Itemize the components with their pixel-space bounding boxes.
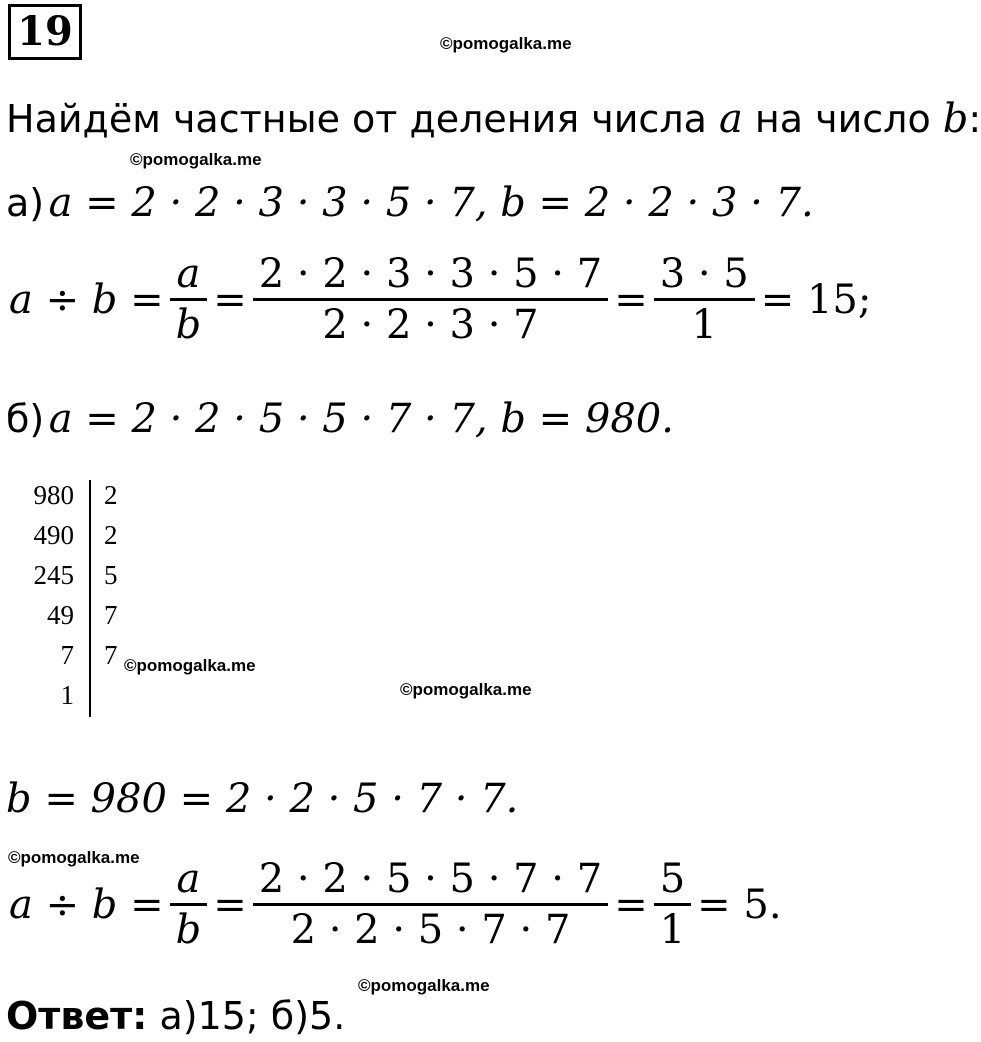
frac-denominator: b: [175, 907, 202, 953]
dividend-column: [0, 480, 74, 720]
dividend-value: 490: [33, 520, 74, 550]
part-a-result: = 15;: [760, 276, 872, 323]
watermark: ©pomogalka.me: [358, 976, 490, 995]
part-b-frac-factors: [253, 855, 608, 954]
intro-end: :: [968, 97, 981, 141]
watermark: ©pomogalka.me: [440, 34, 572, 53]
part-a-frac-factors: [253, 250, 608, 349]
divisor-value: 5: [104, 560, 118, 590]
part-a-equation: [6, 250, 874, 349]
frac-denominator: 1: [659, 907, 686, 953]
part-a-lhs: a ÷ b =: [9, 276, 164, 323]
frac-numerator: 2 · 2 · 3 · 3 · 5 · 7: [258, 251, 603, 297]
part-b-equation: [6, 855, 785, 954]
dividend-value: 245: [33, 560, 74, 590]
part-a-statement: [6, 180, 814, 226]
part-b-statement-text: a = 2 · 2 · 5 · 5 · 7 · 7, b = 980.: [48, 396, 674, 442]
frac-denominator: 2 · 2 · 5 · 7 · 7: [290, 907, 571, 953]
frac-numerator: a: [176, 251, 201, 297]
answer-label: Ответ:: [6, 994, 148, 1038]
watermark: ©pomogalka.me: [130, 150, 262, 169]
equals-sign: =: [614, 881, 648, 928]
part-a-frac-reduced: [654, 250, 755, 349]
part-b-label: б): [6, 397, 45, 441]
frac-denominator: b: [175, 302, 202, 348]
dividend-value: 7: [60, 640, 74, 670]
part-b-result: = 5.: [697, 881, 782, 928]
dividend-value: 1: [60, 680, 74, 710]
intro-mid: на число: [742, 97, 943, 141]
frac-denominator: 2 · 2 · 3 · 7: [322, 302, 539, 348]
problem-number: 19: [8, 4, 82, 60]
dividend-value: 49: [47, 600, 74, 630]
part-b-frac-reduced: [654, 855, 691, 954]
divisor-value: 7: [104, 600, 118, 630]
part-b-lhs: a ÷ b =: [9, 881, 164, 928]
divisor-value: 7: [104, 640, 118, 670]
divisor-column: [104, 480, 134, 720]
intro-var-b: b: [942, 96, 969, 142]
equals-sign: =: [213, 881, 247, 928]
part-b-frac-ab: [170, 855, 208, 954]
dividend-value: 980: [33, 480, 74, 510]
intro-start: Найдём частные от деления числа: [6, 97, 719, 141]
watermark: ©pomogalka.me: [124, 656, 256, 675]
frac-numerator: 2 · 2 · 5 · 5 · 7 · 7: [258, 856, 603, 902]
watermark: ©pomogalka.me: [8, 848, 140, 867]
frac-numerator: a: [176, 856, 201, 902]
intro-text: [6, 96, 981, 142]
equals-sign: =: [614, 276, 648, 323]
answer-line: [6, 994, 345, 1038]
answer-value: а)15; б)5.: [147, 994, 346, 1038]
frac-denominator: 1: [691, 302, 717, 348]
part-a-label: а): [6, 181, 45, 225]
part-a-statement-text: a = 2 · 2 · 3 · 3 · 5 · 7, b = 2 · 2 · 3 · 7.: [48, 180, 814, 226]
part-b-b-line: b = 980 = 2 · 2 · 5 · 7 · 7.: [6, 776, 519, 822]
frac-numerator: 5: [659, 856, 686, 902]
intro-var-a: a: [718, 96, 743, 142]
part-b-statement: [6, 396, 674, 442]
part-a-frac-ab: [170, 250, 208, 349]
divisor-value: 2: [104, 480, 118, 510]
table-divider-line: [89, 480, 91, 717]
equals-sign: =: [213, 276, 247, 323]
frac-numerator: 3 · 5: [659, 251, 749, 297]
watermark: ©pomogalka.me: [400, 680, 532, 699]
divisor-value: 2: [104, 520, 118, 550]
